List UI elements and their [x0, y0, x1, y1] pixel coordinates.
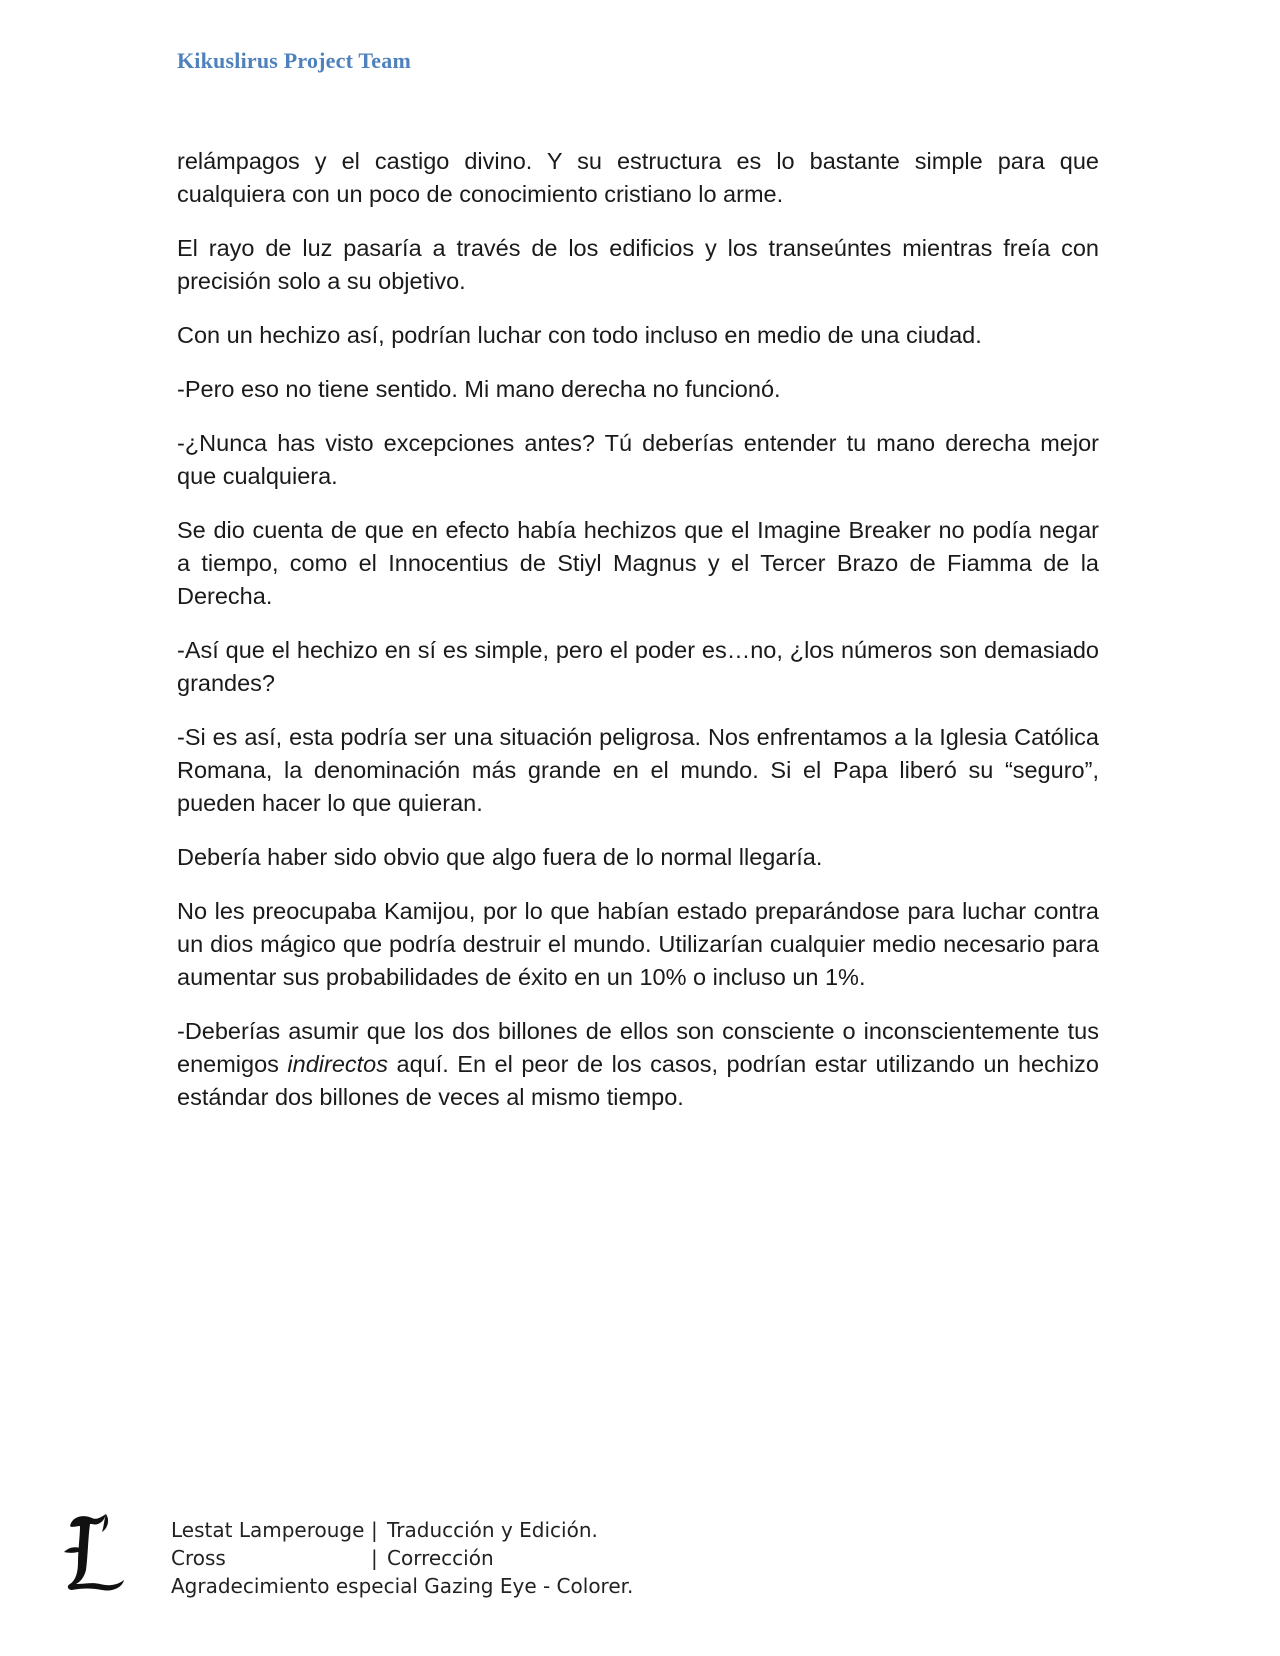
page-footer	[62, 1512, 762, 1622]
paragraph-2: El rayo de luz pasaría a través de los edificios y los transeúntes mientras freía con precisión solo a su objetivo.	[177, 235, 1099, 294]
paragraph-5: -¿Nunca has visto excepciones antes? Tú deberías entender tu mano derecha mejor que cualquiera.	[177, 430, 1099, 489]
credit-row-corrector	[171, 1544, 633, 1572]
credit-separator: |	[371, 1518, 378, 1542]
paragraph-4: -Pero eso no tiene sentido. Mi mano derecha no funcionó.	[177, 376, 781, 402]
credit-separator: |	[371, 1546, 378, 1570]
paragraph-11-text-end: aquí. En el peor de los casos, podrían estar utilizando un hechizo estándar dos billones de veces al mismo tiempo.	[177, 1051, 1099, 1110]
paragraph-6: Se dio cuenta de que en efecto había hechizos que el Imagine Breaker no podía negar a tiempo, como el Innocentius de Stiyl Magnus y el Tercer Brazo de Fiamma de la Derecha.	[177, 517, 1099, 609]
special-thanks: Agradecimiento especial Gazing Eye - Colorer.	[171, 1574, 634, 1598]
paragraph-9: Debería haber sido obvio que algo fuera de lo normal llegaría.	[177, 844, 823, 870]
paragraph-1: relámpagos y el castigo divino. Y su estructura es lo bastante simple para que cualquiera con un poco de conocimiento cristiano lo arme.	[177, 148, 1099, 207]
credit-name: Cross	[171, 1546, 226, 1570]
paragraph-8: -Si es así, esta podría ser una situación peligrosa. Nos enfrentamos a la Iglesia Católica Romana, la denominación más grande en el mundo. Si el Papa liberó su “seguro”, pueden hacer lo que quieran.	[177, 724, 1099, 816]
paragraph-11-text-start: -Deberías asumir que los dos billones de ellos son consciente o inconscientemente tus enemigos	[177, 1018, 1099, 1077]
credit-role: Traducción y Edición.	[387, 1518, 598, 1542]
page-header-title: Kikuslirus Project Team	[177, 48, 411, 73]
credit-row-translator	[171, 1516, 633, 1544]
gothic-letter-l-icon	[62, 1512, 132, 1592]
paragraph-3: Con un hechizo así, podrían luchar con todo incluso en medio de una ciudad.	[177, 322, 982, 348]
paragraph-11-emphasis: indirectos	[287, 1051, 388, 1077]
paragraph-11	[177, 1015, 1099, 1114]
credit-name: Lestat Lamperouge	[171, 1518, 365, 1542]
credits-block	[171, 1516, 633, 1600]
credit-role: Corrección	[387, 1546, 494, 1570]
paragraph-7: -Así que el hechizo en sí es simple, pero el poder es…no, ¿los números son demasiado grandes?	[177, 637, 1099, 696]
document-body	[177, 145, 1099, 1135]
paragraph-10: No les preocupaba Kamijou, por lo que habían estado preparándose para luchar contra un dios mágico que podría destruir el mundo. Utilizarían cualquier medio necesario para aumentar sus probabilidades de éxito en un 10% o incluso un 1%.	[177, 898, 1099, 990]
